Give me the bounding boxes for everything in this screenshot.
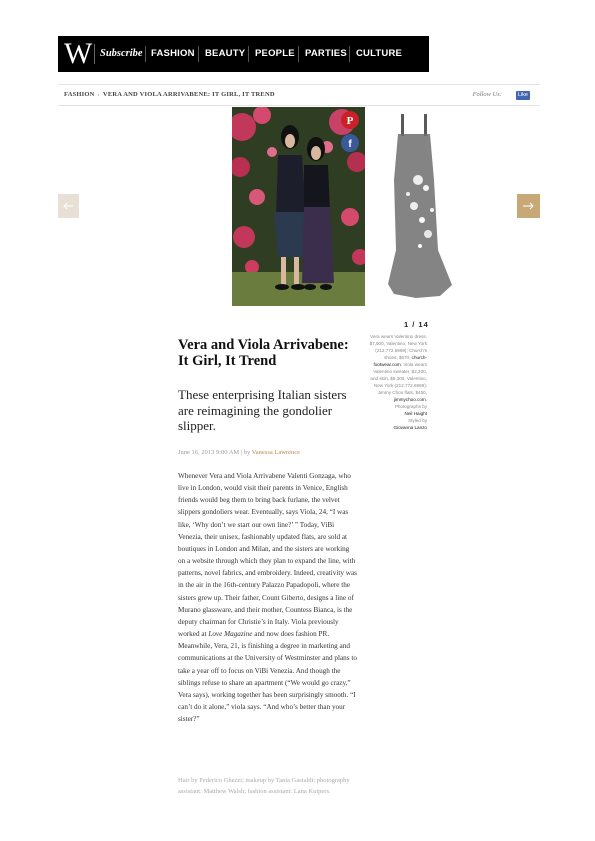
body-text: and now does fashion PR. Meanwhile, Vera, 21, is finishing a degree in marketing and communications at the University of Westminster and plans to take a year off to focus on ViBi Venezia. And though the siblings refuse to share an apartment (“We would go crazy,” Vera says), working together has been surprisingly smooth. “I can’t do it alone,” viola says. “And who’s better than your sister?” (178, 630, 357, 724)
nav-divider (349, 46, 350, 62)
gallery-prev-button[interactable] (58, 194, 79, 218)
breadcrumb-bar (58, 84, 540, 106)
arrow-left-icon (58, 194, 79, 218)
gallery-next-photo[interactable] (380, 110, 470, 300)
article-dek: These enterprising Italian sisters are reimagining the gondolier slipper. (178, 387, 347, 433)
breadcrumb-current: VERA AND VIOLA ARRIVABENE: IT GIRL, IT TREND (102, 91, 275, 98)
nav-subscribe[interactable]: Subscribe (100, 48, 143, 59)
facebook-icon (341, 134, 359, 152)
facebook-share-button[interactable] (341, 134, 359, 152)
nav-beauty[interactable]: BEAUTY (205, 48, 246, 59)
pinterest-share-button[interactable] (341, 111, 359, 129)
byline-by: by (243, 449, 251, 456)
nav-divider (198, 46, 199, 62)
article-credits: Hair by Federico Ghezzi; makeup by Tania Gastaldi; photography assistant: Matthew Walsh; fashion assistant: Lana Kuipers. (178, 777, 350, 795)
body-text: Whenever Vera and Viola Arrivabene Valenti Gonzaga, who live in London, would visit their parents in Venice, English friends would beg them to bring back furlane, the velvet slippers gondoliers wear. Eventually, says Viola, 24, “I was like, ‘Why don’t we start our own line?’ ” Today, ViBi Venezia, their unisex, fashionably updated flats, are sold at boutiques in London and Milan, and the sisters are working on a website through which they plan to expand the line, with patterns, novel fabrics, and embroidery. Indeed, creativity was in the air in the 16th-century Palazzo Papadopoli, where the sisters grew up. Their father, Count Giberto, designs a line of Murano glassware, and their mother, Countess Bianca, is the deputy chairman for Christie’s in Italy. Viola previously worked at (178, 472, 357, 639)
caption-text: Viola wears Valentino sweater, $2,200, and skirt, $5,300, Valentino, New York (212.772.6969); Jimmy Choo flats, $450, (370, 362, 427, 395)
arrow-right-icon (517, 194, 540, 218)
nav-culture[interactable]: CULTURE (356, 48, 403, 59)
caption-link[interactable]: jimmychoo.com. (393, 397, 427, 402)
article-body (178, 470, 358, 725)
facebook-like-button[interactable]: Like (517, 92, 528, 98)
magazine-name: Love Magazine (208, 630, 253, 639)
breadcrumb-section[interactable]: FASHION (64, 91, 95, 98)
nav-people[interactable]: PEOPLE (255, 48, 295, 59)
article-title: Vera and Viola Arrivabene: It Girl, It Trend (178, 337, 349, 369)
gallery-counter: 1 / 14 (404, 320, 429, 329)
nav-parties[interactable]: PARTIES (305, 48, 347, 59)
w-logo[interactable]: W (64, 37, 91, 70)
caption-text: Vera wears Valentino dress, $7,900, Valentino, New York (212.772.6969); Church's shoes, $570, (369, 334, 427, 360)
photo-credit-label: Photographs by (394, 404, 427, 409)
nav-divider (94, 44, 95, 64)
pinterest-icon (341, 111, 359, 129)
nav-divider (298, 46, 299, 62)
photographer-link[interactable]: Neil Haight (404, 411, 427, 416)
breadcrumb-separator: › (97, 91, 100, 98)
svg-text:P: P (346, 115, 354, 127)
dress-photo (380, 110, 470, 300)
stylist-link[interactable]: Giovanna Lanzo (393, 425, 427, 430)
nav-divider (248, 46, 249, 62)
author-link[interactable]: Vanessa Lawrence (251, 449, 300, 456)
byline: June 16, 2013 9:00 AM | by Vanessa Lawrence (178, 449, 300, 456)
stylist-credit-label: Styled by (408, 418, 427, 423)
breadcrumb (64, 85, 275, 105)
svg-text:f: f (348, 139, 352, 150)
top-nav (58, 36, 429, 72)
photo-caption (368, 333, 427, 431)
follow-us-label: Follow Us: (472, 91, 502, 98)
caption-link[interactable]: church-footwear.com. (373, 355, 427, 367)
nav-fashion[interactable]: FASHION (151, 48, 195, 59)
publish-date: June 16, 2013 9:00 AM (178, 449, 240, 456)
nav-divider (145, 46, 146, 62)
gallery-next-button[interactable] (517, 194, 540, 218)
